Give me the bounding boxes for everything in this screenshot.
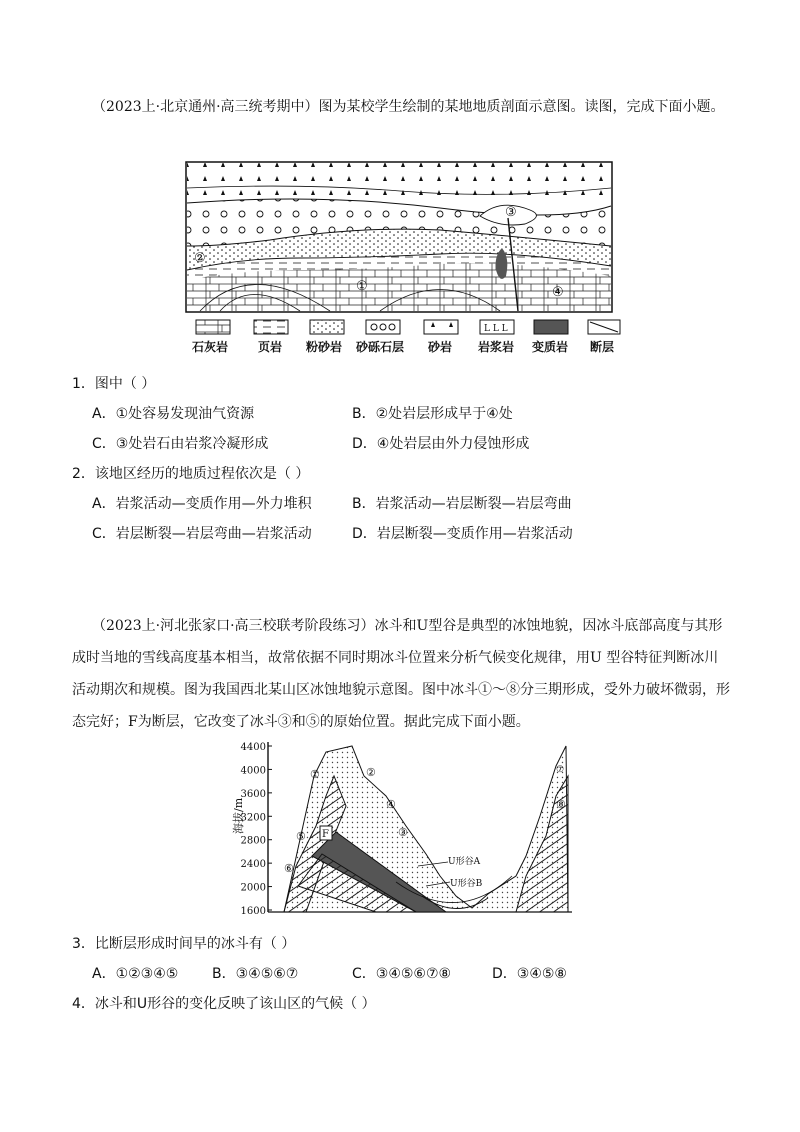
question-3-stem: 3．比断层形成时间早的冰斗有（ ） <box>72 936 296 952</box>
legend-limestone: 石灰岩 <box>192 340 229 354</box>
y-tick-label: 4000 <box>240 765 266 777</box>
legend-fault: 断层 <box>590 340 615 354</box>
y-tick-label: 4400 <box>240 742 266 753</box>
geologic-section-figure <box>180 158 620 358</box>
q1-option-b: B．②处岩层形成早于④处 <box>352 406 513 422</box>
legend-swatches <box>192 318 622 338</box>
legend-metamorphic: 变质岩 <box>532 340 569 354</box>
legend-gravel: 砂砾石层 <box>356 340 405 354</box>
q3-option-b: B．③④⑤⑥⑦ <box>212 966 299 982</box>
q2-option-c: C．岩层断裂—岩层弯曲—岩浆活动 <box>92 526 312 542</box>
legend-siltstone: 粉砂岩 <box>306 340 343 354</box>
cirque-6: ⑥ <box>284 862 294 875</box>
y-tick-label: 2000 <box>240 882 266 894</box>
y-axis-label: 海拔/m <box>232 797 245 834</box>
legend-shale: 页岩 <box>258 340 283 354</box>
question-1-stem: 1．图中（ ） <box>72 376 156 392</box>
cirque-8: ⑧ <box>556 798 566 811</box>
marker-2: ② <box>194 251 206 266</box>
legend-igneous: 岩浆岩 <box>478 340 515 354</box>
q3-option-d: D．③④⑤⑧ <box>492 966 567 982</box>
cirque-2: ② <box>366 766 376 779</box>
marker-1: ① <box>356 279 368 294</box>
y-tick-label: 1600 <box>240 906 266 916</box>
y-tick-label: 3200 <box>240 812 266 824</box>
q1-option-d: D．④处岩层由外力侵蚀形成 <box>352 436 530 452</box>
y-tick-label: 3600 <box>240 788 266 800</box>
cirque-4: ④ <box>386 798 396 811</box>
q2-option-d: D．岩层断裂—变质作用—岩浆活动 <box>352 526 573 542</box>
cirque-3: ③ <box>398 826 408 839</box>
y-axis-ticks <box>241 742 272 916</box>
valley-a-label: U形谷A <box>448 857 481 867</box>
question-2-stem: 2．该地区经历的地质过程依次是（ ） <box>72 466 310 482</box>
q2-option-a: A．岩浆活动—变质作用—外力堆积 <box>92 496 312 512</box>
fault-label: F <box>322 829 329 840</box>
legend-sandstone: 砂岩 <box>428 340 453 354</box>
glacial-landform-figure <box>226 736 576 916</box>
cirque-5: ⑤ <box>296 830 306 843</box>
svg-text:L L L: L L L <box>484 324 508 334</box>
q3-option-c: C．③④⑤⑥⑦⑧ <box>352 966 452 982</box>
q1-option-a: A．①处容易发现油气资源 <box>92 406 255 422</box>
cirque-1: ① <box>310 768 320 781</box>
y-tick-label: 2800 <box>240 835 266 847</box>
section2-intro: （2023上·河北张家口·高三校联考阶段练习）冰斗和U型谷是典型的冰蚀地貌，因冰斗底部高度与其形成时当地的雪线高度基本相当，故常依据不同时期冰斗位置来分析气候变化规律，用U 型谷特征判断冰川活动期次和规模。图为我国西北某山区冰蚀地貌示意图。图中冰斗①～⑧分三期形成，受外力破坏微弱，形态完好；F为断层，它改变了冰斗③和⑤的原始位置。据此完成下面小题。 <box>72 618 730 730</box>
marker-3: ③ <box>505 205 517 220</box>
marker-4: ④ <box>552 285 564 300</box>
q1-option-c: C．③处岩石由岩浆冷凝形成 <box>92 436 269 452</box>
valley-b-label: U形谷B <box>450 879 483 889</box>
q3-option-a: A．①②③④⑤ <box>92 966 179 982</box>
figure-legend <box>192 318 622 354</box>
cirque-7: ⑦ <box>556 765 565 775</box>
section1-intro: （2023上·北京通州·高三统考期中）图为某校学生绘制的某地地质剖面示意图。读图，完成下面小题。 <box>92 99 725 115</box>
q2-option-b: B．岩浆活动—岩层断裂—岩层弯曲 <box>352 496 572 512</box>
glacial-landform-svg <box>226 736 576 916</box>
y-tick-label: 2400 <box>240 859 266 871</box>
question-4-stem: 4．冰斗和U形谷的变化反映了该山区的气候（ ） <box>72 996 376 1012</box>
